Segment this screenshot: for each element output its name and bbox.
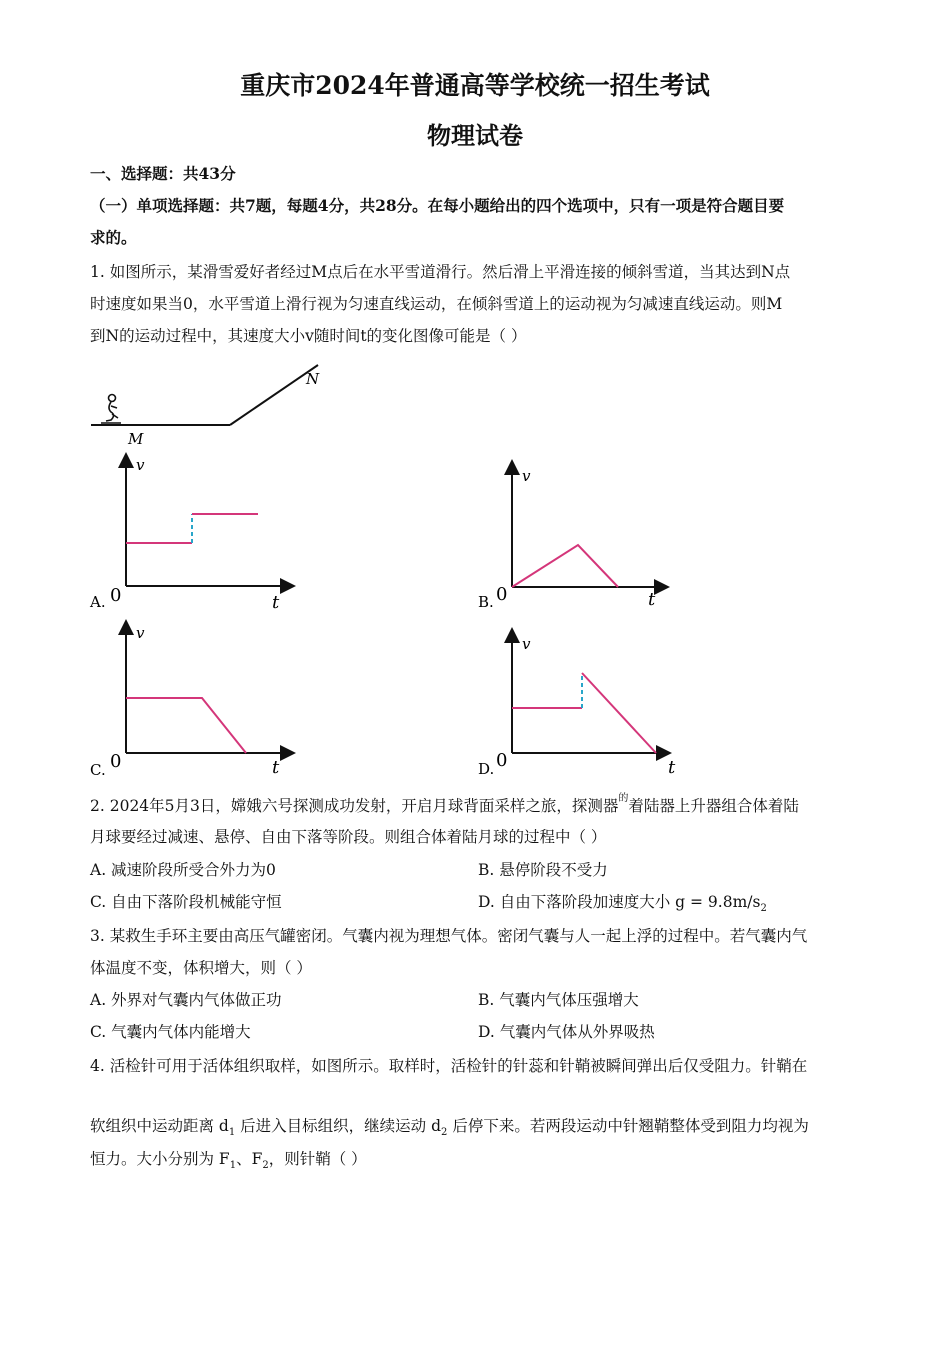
q4-sub-d2: 2 [441,1127,448,1139]
skier-icon [101,395,121,424]
option-d-label: D. [478,760,495,778]
q2-option-d-sub: 2 [760,903,767,915]
v-axis-label: v [136,624,145,642]
v-axis-label: v [522,635,531,653]
q4-line-3c: ，则针鞘（ ） [268,1150,367,1168]
origin-label: 0 [110,751,122,772]
point-m-label: M [128,430,144,448]
section-sub-heading-1: （一）单项选择题：共7题，每题4分，共28分。在每小题给出的四个选项中，只有一项是符合题目要 [90,196,785,215]
q2-line-1a: 2. 2024年5月3日，嫦娥六号探测成功发射，开启月球背面采样之旅，探测器 [90,797,619,815]
v-axis-label: v [522,467,531,485]
point-n-label: N [306,370,320,388]
q4-line-3b: 、F [236,1150,263,1168]
q2-option-d [478,891,767,920]
q3-line-1: 3. 某救生手环主要由高压气罐密闭。气囊内视为理想气体。密闭气囊与人一起上浮的过程中。若气囊内气 [90,927,808,945]
q2-option-d-main: D. 自由下落阶段加速度大小 g = 9.8m/s [478,893,761,911]
q4-line-2 [90,1115,809,1144]
q2-option-c: C. 自由下落阶段机械能守恒 [90,893,282,911]
v-axis-label: v [136,456,145,474]
q3-option-a: A. 外界对气囊内气体做正功 [90,991,282,1009]
exam-subject: 物理试卷 [427,121,523,150]
q2-line-2: 月球要经过减速、悬停、自由下落等阶段。则组合体着陆月球的过程中（ ） [90,828,607,846]
q4-line-2a: 软组织中运动距离 d [90,1117,229,1135]
q4-sub-f1: 1 [229,1160,237,1172]
origin-label: 0 [496,750,508,771]
q1-line-2: 时速度如果当0，水平雪道上滑行视为匀速直线运动，在倾斜雪道上的运动视为匀减速直线运动。则M [90,295,783,313]
q1-line-1: 1. 如图所示，某滑雪爱好者经过M点后在水平雪道滑行。然后滑上平滑连接的倾斜雪道，当其达到N点 [90,263,791,281]
t-axis-label: t [272,757,280,778]
graph-d [476,625,696,785]
inclined-track [230,365,318,425]
option-a-label: A. [90,593,106,611]
section-sub-heading-2: 求的。 [90,228,137,247]
t-axis-label: t [668,757,676,778]
origin-label: 0 [496,584,508,605]
q4-sub-f2: 2 [262,1160,269,1172]
section-heading: 一、选择题：共43分 [90,164,236,183]
q4-line-3a: 恒力。大小分别为 F [90,1150,230,1168]
origin-label: 0 [110,585,122,606]
graph-b [476,455,696,615]
q2-line-1 [90,795,799,820]
t-axis-label: t [272,592,280,613]
velocity-line-2 [582,673,656,753]
q4-sub-d1: 1 [228,1127,236,1139]
q3-line-2: 体温度不变，体积增大，则（ ） [90,959,312,977]
exam-title: 重庆市2024年普通高等学校统一招生考试 [240,71,710,100]
option-c-label: C. [90,761,106,779]
velocity-line [512,545,618,587]
q3-option-c: C. 气囊内气体内能增大 [90,1023,251,1041]
velocity-line [126,698,246,753]
q4-line-3 [90,1148,367,1177]
q4-line-1: 4. 活检针可用于活体组织取样，如图所示。取样时，活检针的针蕊和针鞘被瞬间弹出后仅受阻力。针鞘在 [90,1057,808,1075]
ski-slope-figure [88,360,348,450]
q2-line-1-sup: 的 [618,793,629,804]
option-b-label: B. [478,593,494,611]
graph-a [88,448,308,613]
q2-line-1b: 着陆器上升器组合体着陆 [628,797,799,815]
q3-option-b: B. 气囊内气体压强增大 [478,991,639,1009]
q4-line-2c: 后停下来。若两段运动中针翘鞘整体受到阻力均视为 [447,1117,809,1135]
q3-option-d: D. 气囊内气体从外界吸热 [478,1023,655,1041]
q4-line-2b: 后进入目标组织，继续运动 d [235,1117,442,1135]
q2-option-a: A. 减速阶段所受合外力为0 [90,861,276,879]
q1-line-3: 到N的运动过程中，其速度大小v随时间t的变化图像可能是（ ） [90,327,527,345]
t-axis-label: t [648,589,656,610]
q2-option-b: B. 悬停阶段不受力 [478,861,608,879]
graph-c [88,615,308,780]
